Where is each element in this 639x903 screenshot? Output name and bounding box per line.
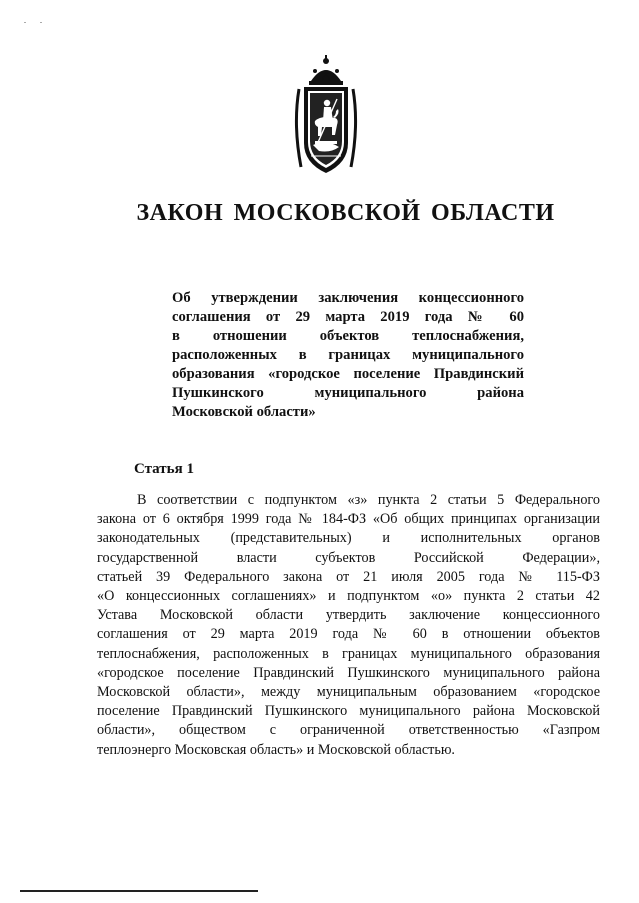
body-line: теплоснабжения, расположенных в границах муниципального образования — [97, 645, 600, 662]
body-line: теплоэнерго Московская область» и Московской областью. — [97, 741, 455, 758]
body-line: статьей 39 Федерального закона от 21 июля 2005 года № 115-ФЗ — [97, 568, 600, 585]
article-body — [97, 491, 600, 760]
subject-line: образования «городское поселение Правдинский — [172, 366, 524, 382]
subject-line: расположенных в границах муниципального — [172, 347, 524, 363]
footer-rule — [20, 890, 258, 892]
body-line: В соответствии с подпунктом «з» пункта 2 статьи 5 Федерального — [137, 492, 600, 508]
subject-line: Московской области» — [172, 404, 316, 420]
body-line: «городское поселение Правдинский Пушкинского муниципального района — [97, 664, 600, 681]
body-line: государственной власти субъектов Российской Федерации», — [97, 549, 600, 566]
body-line: законодательных (представительных) и исполнительных органов — [97, 530, 600, 547]
coat-of-arms-icon — [291, 55, 361, 180]
body-line: соглашения от 29 марта 2019 года № 60 в отношении объектов — [97, 626, 600, 643]
body-line: «О концессионных соглашениях» и подпунктом «о» пункта 2 статьи 42 — [97, 588, 600, 605]
scan-speck — [24, 22, 26, 23]
body-line: поселение Правдинский Пушкинского муниципального района Московской — [97, 703, 600, 720]
body-line: закона от 6 октября 1999 года № 184-ФЗ «Об общих принципах организации — [97, 511, 600, 528]
subject-line: в отношении объектов теплоснабжения, — [172, 328, 524, 344]
subject-line: Пушкинского муниципального района — [172, 385, 524, 401]
law-subject — [172, 289, 524, 422]
body-line: Московской области», между муниципальным образованием «городское — [97, 684, 600, 701]
subject-line: соглашения от 29 марта 2019 года № 60 — [172, 309, 524, 325]
subject-line: Об утверждении заключения концессионного — [172, 290, 524, 306]
article-heading: Статья 1 — [134, 461, 194, 477]
scan-speck — [40, 22, 42, 23]
document-title: ЗАКОН МОСКОВСКОЙ ОБЛАСТИ — [136, 200, 555, 226]
body-line: области», обществом с ограниченной ответственностью «Газпром — [97, 722, 600, 739]
body-line: Устава Московской области утвердить заключение концессионного — [97, 607, 600, 624]
